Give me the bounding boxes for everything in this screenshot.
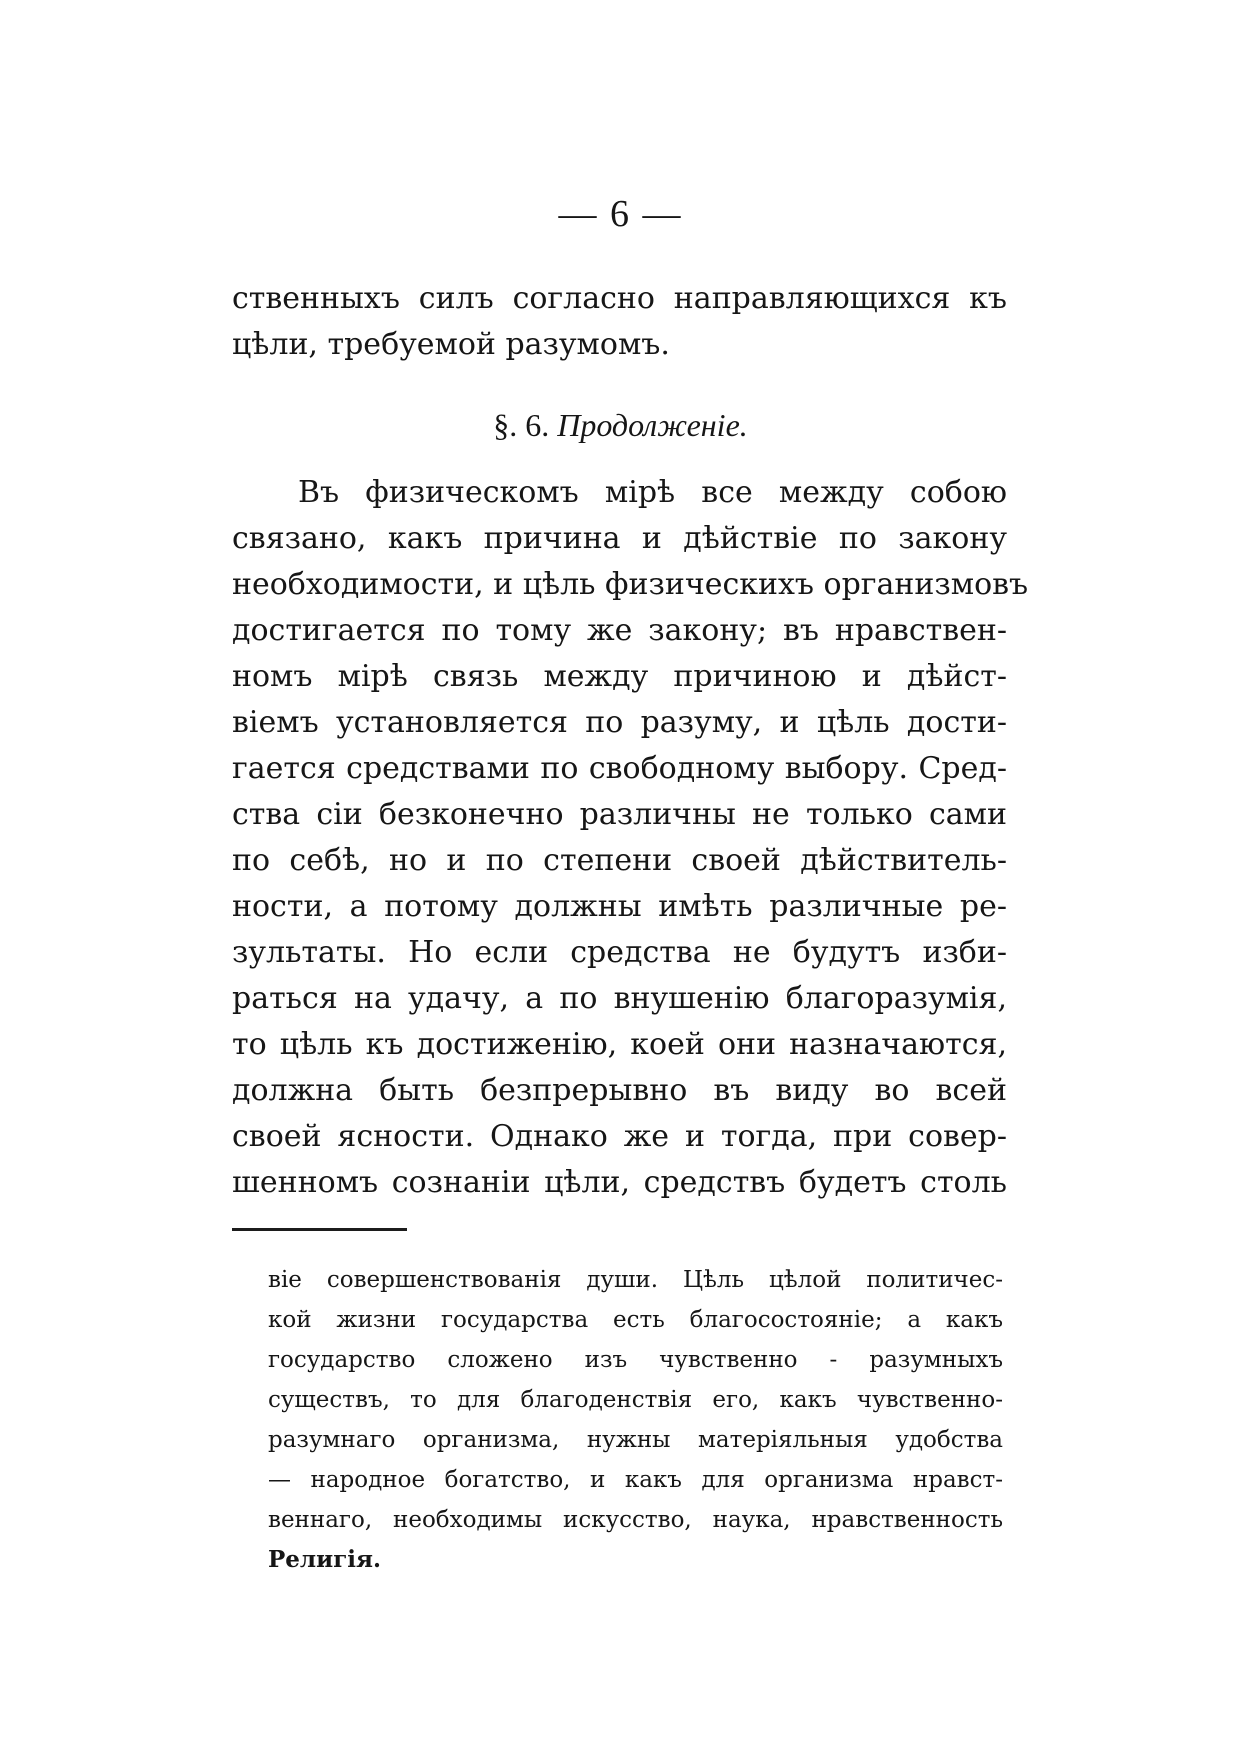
footnote-line: разумнаго организма, нужны матеріяльныя удобства (268, 1427, 1003, 1453)
section-number: §. 6. (493, 407, 550, 443)
footnote-divider (232, 1228, 407, 1231)
continuation-text (232, 276, 1007, 368)
text-line: по себѣ, но и по степени своей дѣйствитель- (232, 843, 1007, 878)
footnote-line: Религія. (268, 1546, 382, 1573)
footnote-line: кой жизни государства есть благосостояніе; а какъ (268, 1307, 1003, 1333)
text-line: ства сіи безконечно различны не только сами (232, 797, 1007, 832)
page-number: — 6 — (558, 193, 683, 235)
section-heading (0, 402, 1241, 448)
text-line: гается средствами по свободному выбору. Сред- (232, 751, 1007, 786)
text-line: цѣли, требуемой разумомъ. (232, 327, 670, 362)
text-line: должна быть безпрерывно въ виду во всей (232, 1073, 1007, 1108)
text-line: зультаты. Но если средства не будутъ изби- (232, 935, 1007, 970)
text-line: то цѣль къ достиженію, коей они назначаются, (232, 1027, 1007, 1062)
text-line: своей ясности. Однако же и тогда, при совер- (232, 1119, 1007, 1154)
text-line: связано, какъ причина и дѣйствіе по закону (232, 521, 1007, 556)
footnote-line: веннаго, необходимы искусство, наука, нравственность (268, 1507, 1003, 1533)
footnote-line: віе совершенствованія души. Цѣль цѣлой политичес- (268, 1267, 1003, 1293)
text-line: необходимости, и цѣль физическихъ организмовъ (232, 567, 1029, 602)
footnote-line: существъ, то для благоденствія его, какъ чувственно- (268, 1387, 1003, 1413)
text-line: ности, а потому должны имѣть различные ре- (232, 889, 1007, 924)
text-line: номъ мірѣ связь между причиною и дѣйст- (232, 659, 1007, 694)
main-paragraph (232, 470, 1029, 1206)
text-line: шенномъ сознаніи цѣли, средствъ будетъ столь (232, 1165, 1007, 1200)
text-line: ственныхъ силъ согласно направляющихся къ (232, 281, 1007, 316)
text-line: Въ физическомъ мірѣ все между собою (298, 475, 1007, 510)
text-line: раться на удачу, а по внушенію благоразумія, (232, 981, 1007, 1016)
footnote (268, 1260, 1003, 1580)
footnote-line: государство сложено изъ чувственно - разумныхъ (268, 1347, 1003, 1373)
text-line: достигается по тому же закону; въ нравствен- (232, 613, 1007, 648)
text-line: віемъ установляется по разуму, и цѣль дости- (232, 705, 1007, 740)
section-title: Продолженіе. (557, 407, 748, 443)
footnote-line: — народное богатство, и какъ для организма нравст- (268, 1467, 1003, 1493)
